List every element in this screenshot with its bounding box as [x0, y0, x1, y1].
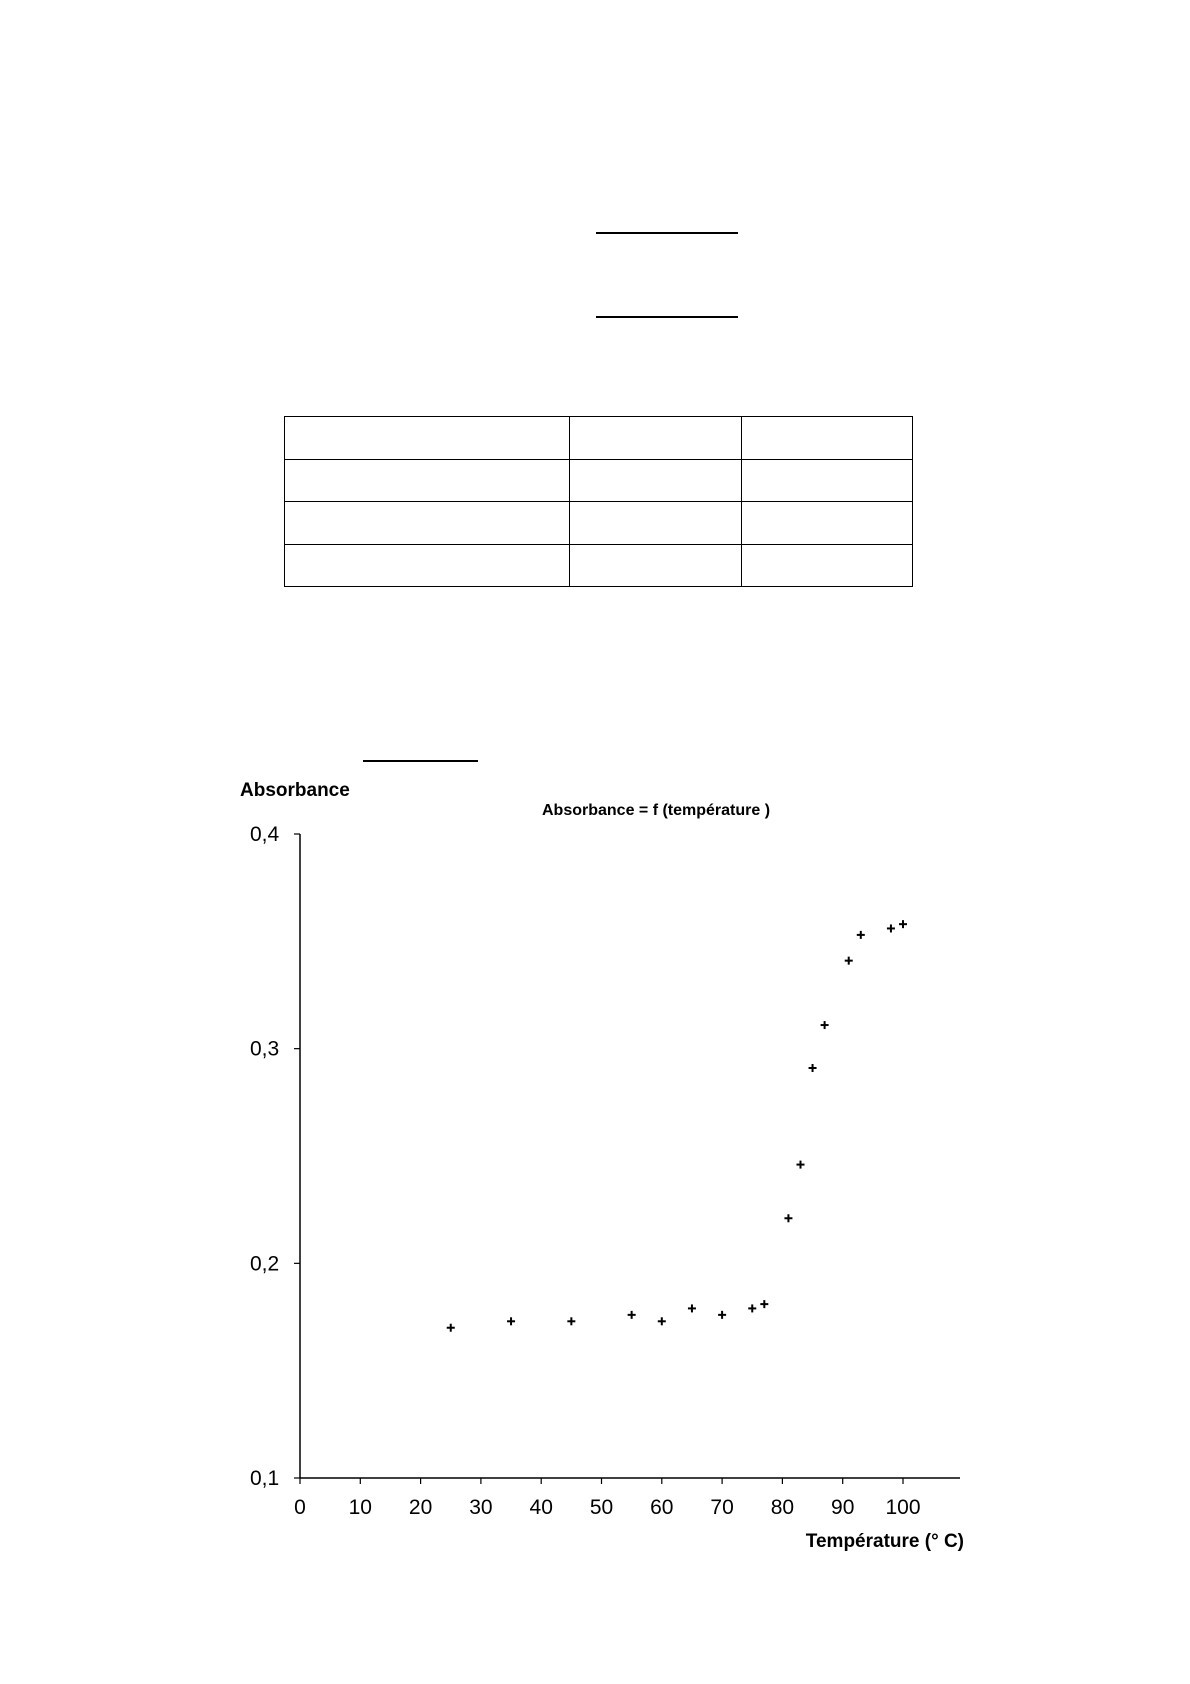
y-axis-title: Absorbance: [240, 780, 350, 801]
y-tick-label: 0,4: [250, 823, 280, 846]
x-tick-label: 90: [831, 1496, 855, 1519]
data-point-marker: [857, 931, 865, 939]
data-point-marker: [447, 1324, 455, 1332]
x-tick-label: 80: [770, 1496, 795, 1519]
x-tick-label: 40: [529, 1496, 553, 1519]
data-point-marker: [887, 924, 895, 932]
data-point-marker: [507, 1317, 515, 1325]
chart-title: Absorbance = f (température ): [542, 802, 771, 819]
x-tick-label: 60: [650, 1496, 674, 1519]
x-axis-title: Température (° C): [805, 1531, 964, 1552]
x-tick-label: 10: [348, 1496, 372, 1519]
data-points: [447, 920, 907, 1332]
data-point-marker: [688, 1304, 696, 1312]
x-tick-label: 20: [408, 1496, 433, 1519]
data-point-marker: [718, 1311, 726, 1319]
data-point-marker: [845, 957, 853, 965]
data-point-marker: [899, 920, 907, 928]
x-tick-label: 70: [710, 1496, 734, 1519]
data-point-marker: [821, 1021, 829, 1029]
data-point-marker: [567, 1317, 575, 1325]
y-tick-label: 0,3: [250, 1037, 280, 1061]
x-tick-label: 100: [885, 1496, 921, 1519]
data-point-marker: [628, 1311, 636, 1319]
x-tick-label: 50: [589, 1496, 614, 1519]
data-point-marker: [796, 1161, 804, 1169]
data-point-marker: [658, 1317, 666, 1325]
y-ticks: [250, 823, 300, 1490]
data-point-marker: [760, 1300, 768, 1308]
data-point-marker: [748, 1304, 756, 1312]
y-tick-label: 0,2: [250, 1252, 280, 1276]
x-tick-label: 30: [469, 1496, 493, 1519]
y-tick-label: 0,1: [250, 1467, 280, 1490]
data-point-marker: [784, 1214, 792, 1222]
x-ticks: [294, 1478, 920, 1519]
x-tick-label: 0: [294, 1496, 306, 1519]
data-point-marker: [809, 1064, 817, 1072]
